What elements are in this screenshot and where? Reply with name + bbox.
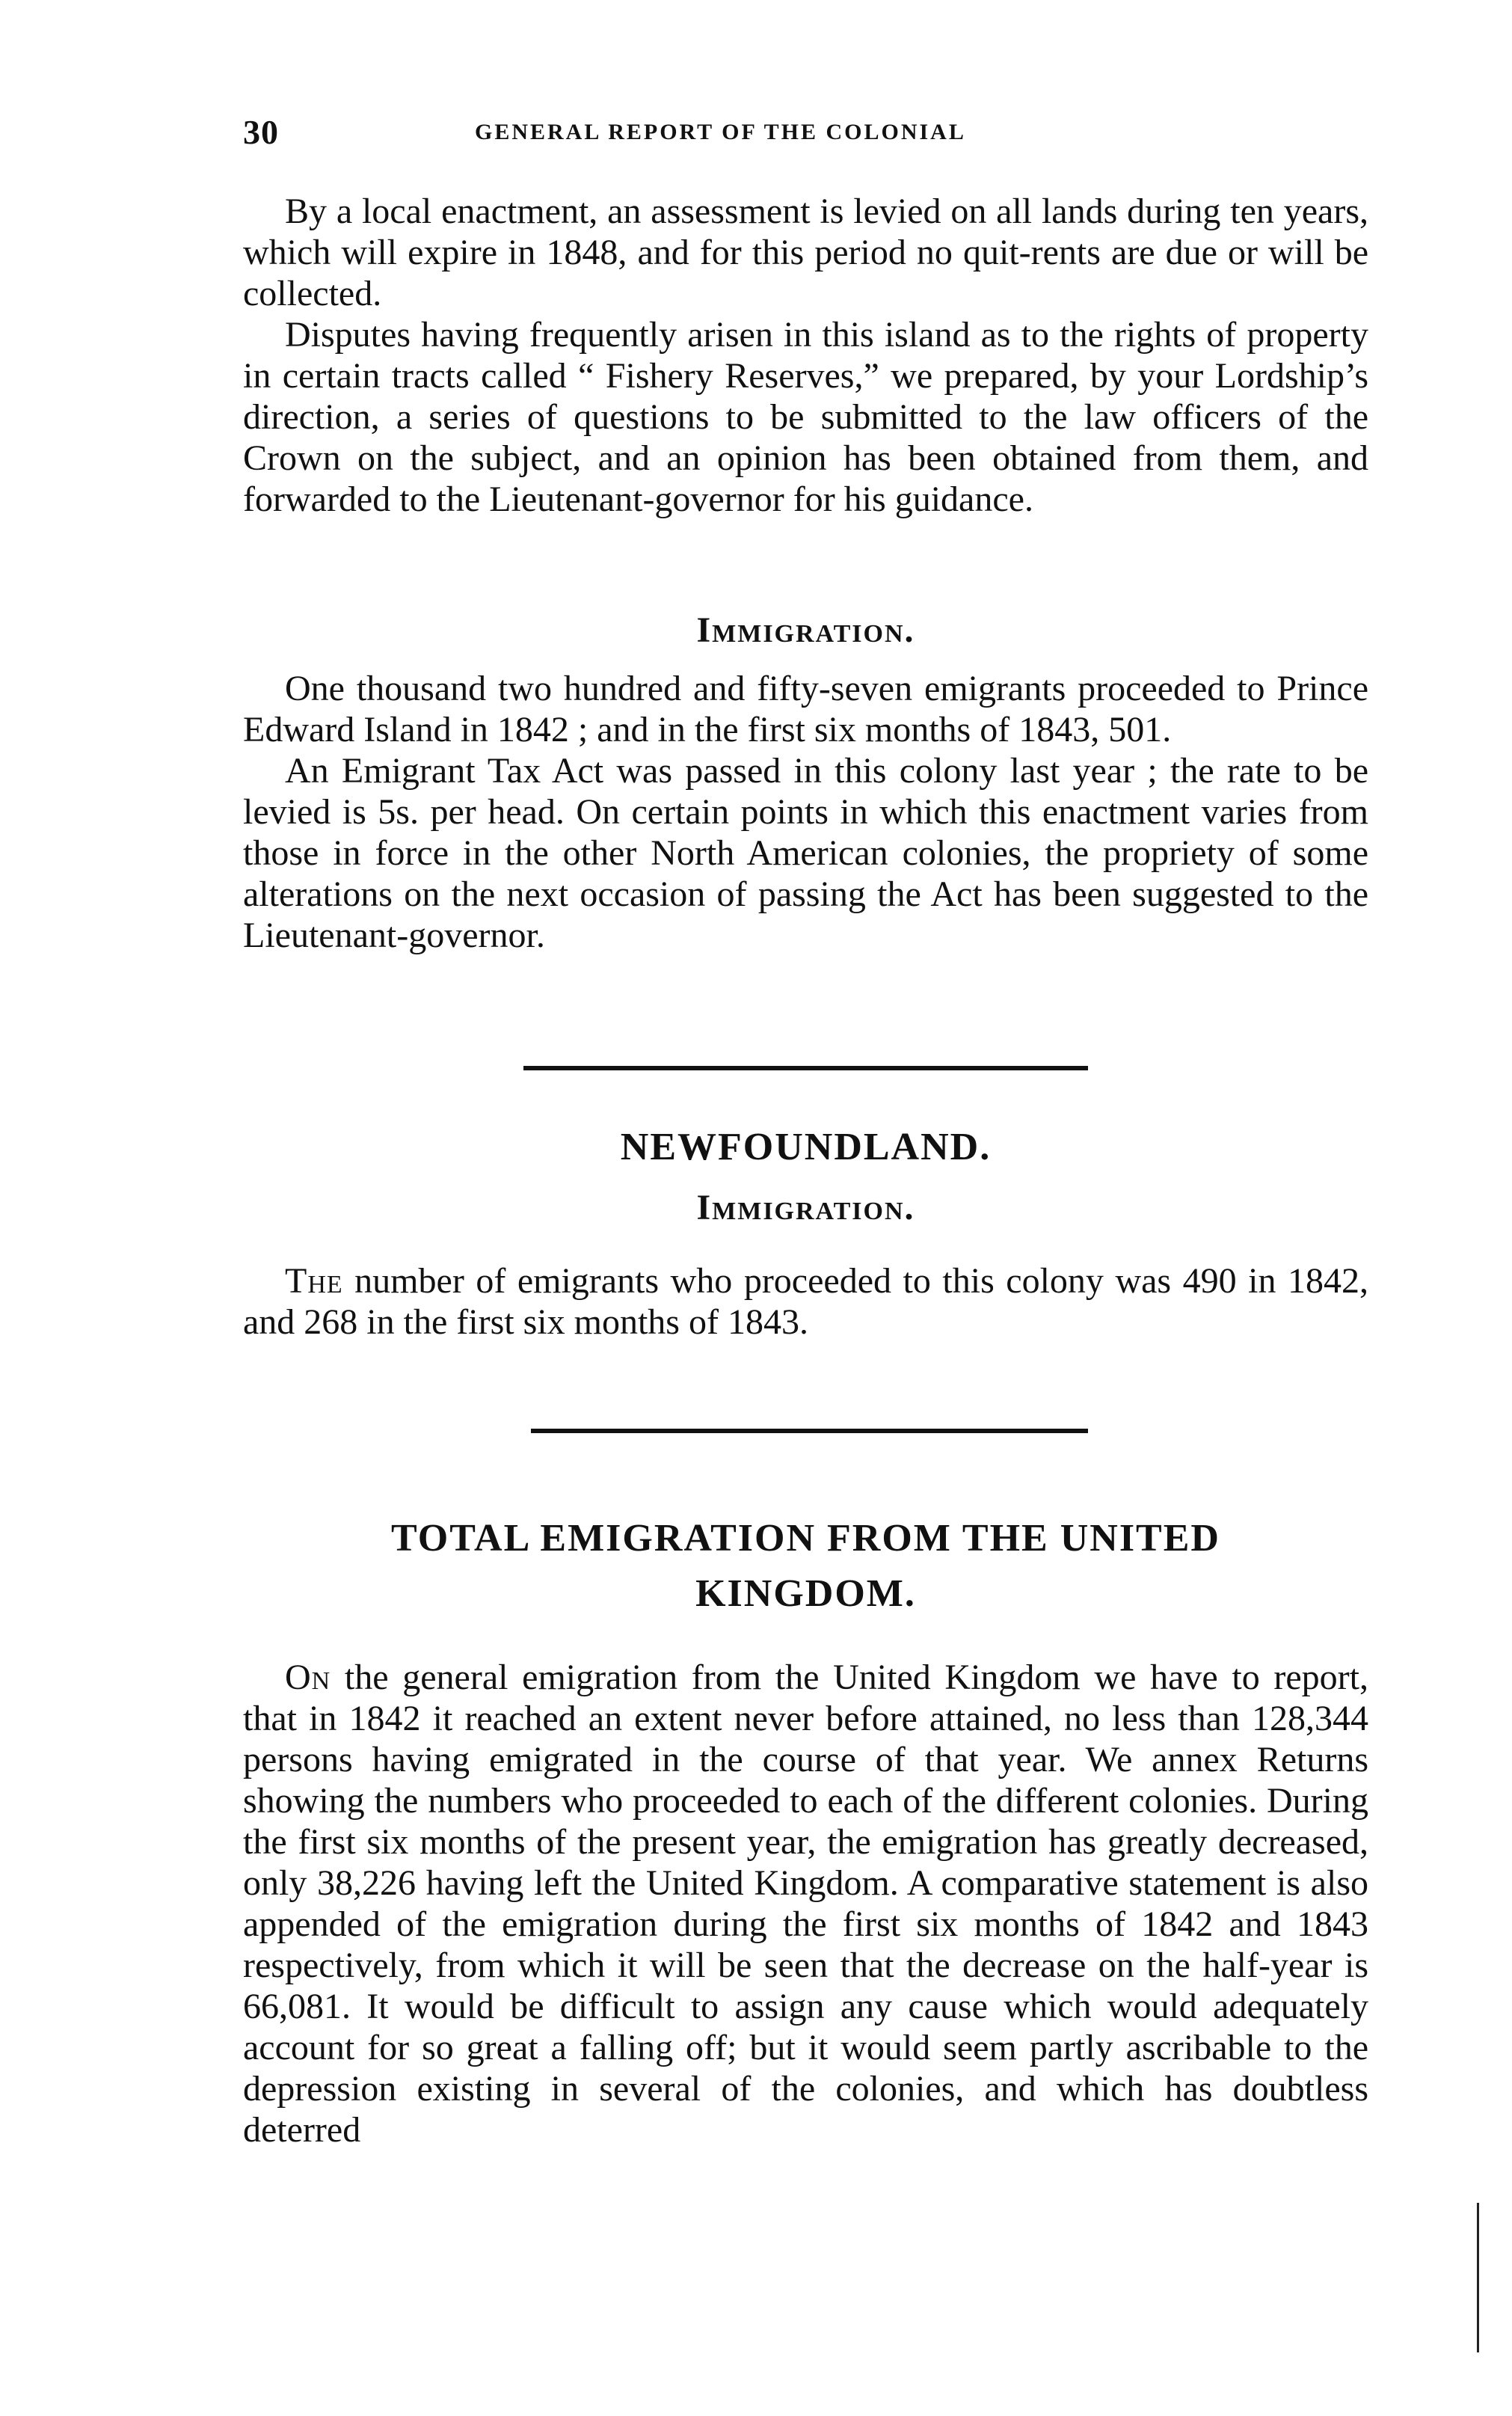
page-header bbox=[243, 112, 1368, 165]
scan-edge-mark bbox=[1477, 2203, 1479, 2352]
prince-edward-text-top bbox=[243, 191, 1368, 520]
total-emigration-text bbox=[243, 1657, 1368, 2150]
paragraph-emigrant-tax-act: An Emigrant Tax Act was passed in this colony last year ; the rate to be levied is 5s. per head. On certain points in which this enactment varies from those in force in the other North American colonies, the propriety of some alterations on the next occasion of passing the Act has been suggested to the Lieutenant-governor. bbox=[243, 751, 1368, 955]
newfoundland-title: NEWFOUNDLAND. bbox=[620, 1126, 992, 1168]
total-emigration-paragraph-body: the general emigration from the United Kingdom we have to report, that in 1842 it reached an extent never before attained, no less than 128,344 persons having emigrated in the course of that year. We annex Returns showing the numbers who proceeded to each of the different colonies. During the first six months of the present year, the emigration has greatly decreased, only 38,226 having left the United Kingdom. A comparative statement is also appended of the emigration during the first six months of 1842 and 1843 respectively, from which it will be seen that the decrease on the half-year is 66,081. It would be difficult to assign any cause which would adequately account for so great a falling off; but it would seem partly ascribable to the depression existing in several of the colonies, and which has doubtless deterred bbox=[243, 1658, 1368, 2150]
paragraph-newfoundland-emigrants bbox=[243, 1260, 1368, 1343]
page-number: 30 bbox=[243, 113, 279, 151]
total-emigration-title-line1: TOTAL EMIGRATION FROM THE UNITED bbox=[391, 1517, 1220, 1560]
prince-edward-immigration-text bbox=[243, 668, 1368, 956]
running-title: GENERAL REPORT OF THE COLONIAL bbox=[475, 120, 966, 144]
total-emigration-title-line2: KINGDOM. bbox=[695, 1572, 916, 1615]
paragraph-local-enactment: By a local enactment, an assessment is levied on all lands during ten years, which will expire in 1848, and for this period no quit-rents are due or will be collected. bbox=[243, 191, 1368, 313]
section-divider-rule bbox=[523, 1066, 1088, 1070]
lead-word-on: On bbox=[285, 1658, 331, 1697]
lead-word-the: The bbox=[285, 1261, 343, 1301]
section-divider-rule-2 bbox=[531, 1429, 1088, 1433]
immigration-heading-newfoundland: Immigration. bbox=[696, 1188, 915, 1227]
newfoundland-paragraph-body: number of emigrants who proceeded to this colony was 490 in 1842, and 268 in the first six months of 1843. bbox=[243, 1261, 1368, 1342]
newfoundland-text bbox=[243, 1260, 1368, 1343]
paragraph-fishery-reserves: Disputes having frequently arisen in this island as to the rights of property in certain tracts called “ Fishery Reserves,” we prepared, by your Lordship’s direction, a series of questions to be submitted to the law officers of the Crown on the subject, and an opinion has been obtained from them, and forwarded to the Lieutenant-governor for his guidance. bbox=[243, 315, 1368, 519]
immigration-heading-pei: Immigration. bbox=[696, 610, 915, 650]
paragraph-general-emigration bbox=[243, 1657, 1368, 2150]
paragraph-pei-emigrants: One thousand two hundred and fifty-seven emigrants proceeded to Prince Edward Island in 1842 ; and in the first six months of 1843, 501. bbox=[243, 669, 1368, 749]
total-emigration-title bbox=[243, 1511, 1368, 1622]
